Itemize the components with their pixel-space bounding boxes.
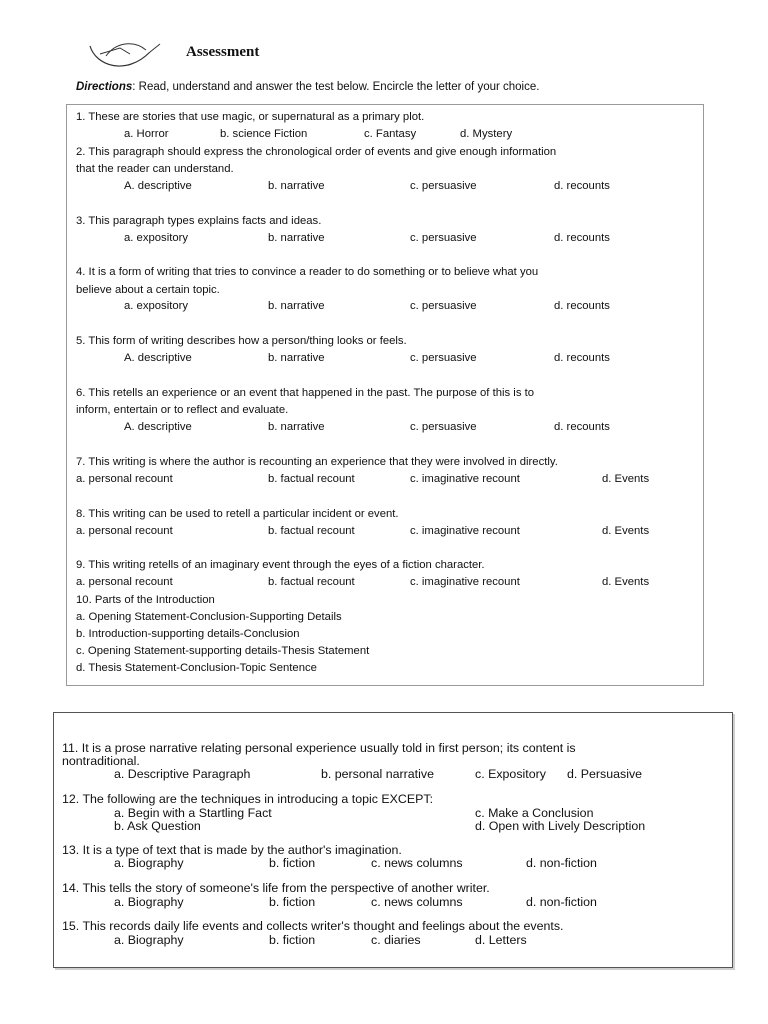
- q12-option-c[interactable]: c. Make a Conclusion: [475, 806, 594, 820]
- question-7: 7. This writing is where the author is recounting an experience that they were involved in directly.: [76, 456, 558, 468]
- q3-option-a[interactable]: a. expository: [124, 232, 189, 244]
- q10-option-b[interactable]: b. Introduction-supporting details-Conclusion: [76, 628, 300, 640]
- q7-option-d[interactable]: d. Events: [602, 473, 650, 485]
- q14-option-a[interactable]: a. Biography: [114, 895, 184, 909]
- q13-option-b[interactable]: b. fiction: [269, 856, 316, 870]
- q14-option-c[interactable]: c. news columns: [371, 895, 463, 909]
- q10-option-a[interactable]: a. Opening Statement-Conclusion-Supporting Details: [76, 611, 342, 623]
- question-2-line-2: that the reader can understand.: [76, 163, 234, 175]
- question-11-line-1: 11. It is a prose narrative relating personal experience usually told in first person; its content is: [62, 741, 576, 755]
- q1-option-c[interactable]: c. Fantasy: [364, 128, 417, 140]
- q8-option-b[interactable]: b. factual recount: [268, 525, 355, 537]
- q5-option-d[interactable]: d. recounts: [554, 352, 610, 364]
- q11-option-b[interactable]: b. personal narrative: [321, 767, 434, 781]
- q12-option-a[interactable]: a. Begin with a Startling Fact: [114, 806, 272, 820]
- q3-option-c[interactable]: c. persuasive: [410, 232, 477, 244]
- question-6-line-2: inform, entertain or to reflect and evaluate.: [76, 404, 289, 416]
- question-3: 3. This paragraph types explains facts and ideas.: [76, 215, 322, 227]
- q15-option-b[interactable]: b. fiction: [269, 933, 316, 947]
- question-12: 12. The following are the techniques in introducing a topic EXCEPT:: [62, 792, 434, 806]
- question-5: 5. This form of writing describes how a person/thing looks or feels.: [76, 335, 407, 347]
- q11-option-c[interactable]: c. Expository: [475, 767, 546, 781]
- q2-option-d[interactable]: d. recounts: [554, 180, 610, 192]
- q9-option-b[interactable]: b. factual recount: [268, 576, 355, 588]
- q5-option-c[interactable]: c. persuasive: [410, 352, 477, 364]
- question-13: 13. It is a type of text that is made by the author's imagination.: [62, 843, 402, 857]
- q15-option-c[interactable]: c. diaries: [371, 933, 421, 947]
- question-4-line-1: 4. It is a form of writing that tries to convince a reader to do something or to believe what you: [76, 266, 539, 278]
- q12-option-d[interactable]: d. Open with Lively Description: [475, 819, 646, 833]
- q15-option-d[interactable]: d. Letters: [475, 933, 527, 947]
- directions-label: Directions: [76, 81, 133, 93]
- hand-drawn-logo-icon: [86, 38, 166, 78]
- q6-option-a[interactable]: A. descriptive: [124, 421, 192, 433]
- q12-option-b[interactable]: b. Ask Question: [114, 819, 201, 833]
- q9-option-c[interactable]: c. imaginative recount: [410, 576, 520, 588]
- q7-option-a[interactable]: a. personal recount: [76, 473, 173, 485]
- question-2-line-1: 2. This paragraph should express the chronological order of events and give enough information: [76, 146, 557, 158]
- question-1: 1. These are stories that use magic, or supernatural as a primary plot.: [76, 111, 425, 123]
- q13-option-c[interactable]: c. news columns: [371, 856, 463, 870]
- q14-option-d[interactable]: d. non-fiction: [526, 895, 597, 909]
- q1-option-b[interactable]: b. science Fiction: [220, 128, 308, 140]
- q4-option-c[interactable]: c. persuasive: [410, 300, 477, 312]
- question-8: 8. This writing can be used to retell a particular incident or event.: [76, 508, 399, 520]
- q10-option-d[interactable]: d. Thesis Statement-Conclusion-Topic Sentence: [76, 662, 317, 674]
- question-15: 15. This records daily life events and collects writer's thought and feelings about the events.: [62, 919, 564, 933]
- q4-option-a[interactable]: a. expository: [124, 300, 189, 312]
- q9-option-d[interactable]: d. Events: [602, 576, 650, 588]
- q7-option-b[interactable]: b. factual recount: [268, 473, 355, 485]
- q11-option-a[interactable]: a. Descriptive Paragraph: [114, 767, 251, 781]
- q8-option-a[interactable]: a. personal recount: [76, 525, 173, 537]
- directions: [76, 81, 539, 93]
- q13-option-d[interactable]: d. non-fiction: [526, 856, 597, 870]
- q2-option-a[interactable]: A. descriptive: [124, 180, 192, 192]
- q4-option-b[interactable]: b. narrative: [268, 300, 325, 312]
- q10-option-c[interactable]: c. Opening Statement-supporting details-Thesis Statement: [76, 645, 370, 657]
- q3-option-b[interactable]: b. narrative: [268, 232, 325, 244]
- question-4-line-2: believe about a certain topic.: [76, 284, 220, 296]
- q15-option-a[interactable]: a. Biography: [114, 933, 184, 947]
- q6-option-c[interactable]: c. persuasive: [410, 421, 477, 433]
- q5-option-b[interactable]: b. narrative: [268, 352, 325, 364]
- q11-option-d[interactable]: d. Persuasive: [567, 767, 643, 781]
- q8-option-c[interactable]: c. imaginative recount: [410, 525, 520, 537]
- q13-option-a[interactable]: a. Biography: [114, 856, 184, 870]
- q8-option-d[interactable]: d. Events: [602, 525, 650, 537]
- question-10: 10. Parts of the Introduction: [76, 594, 215, 606]
- directions-text: : Read, understand and answer the test below. Encircle the letter of your choice.: [132, 81, 540, 93]
- q3-option-d[interactable]: d. recounts: [554, 232, 610, 244]
- question-11-line-2: nontraditional.: [62, 754, 140, 768]
- q2-option-c[interactable]: c. persuasive: [410, 180, 477, 192]
- q4-option-d[interactable]: d. recounts: [554, 300, 610, 312]
- q1-option-d[interactable]: d. Mystery: [460, 128, 513, 140]
- q14-option-b[interactable]: b. fiction: [269, 895, 316, 909]
- q6-option-d[interactable]: d. recounts: [554, 421, 610, 433]
- question-9: 9. This writing retells of an imaginary event through the eyes of a fiction character.: [76, 559, 485, 571]
- question-6-line-1: 6. This retells an experience or an event that happened in the past. The purpose of this is to: [76, 387, 535, 399]
- q6-option-b[interactable]: b. narrative: [268, 421, 325, 433]
- q1-option-a[interactable]: a. Horror: [124, 128, 169, 140]
- page-title: Assessment: [186, 44, 260, 60]
- q7-option-c[interactable]: c. imaginative recount: [410, 473, 520, 485]
- q5-option-a[interactable]: A. descriptive: [124, 352, 192, 364]
- q2-option-b[interactable]: b. narrative: [268, 180, 325, 192]
- question-14: 14. This tells the story of someone's life from the perspective of another writer.: [62, 881, 490, 895]
- q9-option-a[interactable]: a. personal recount: [76, 576, 173, 588]
